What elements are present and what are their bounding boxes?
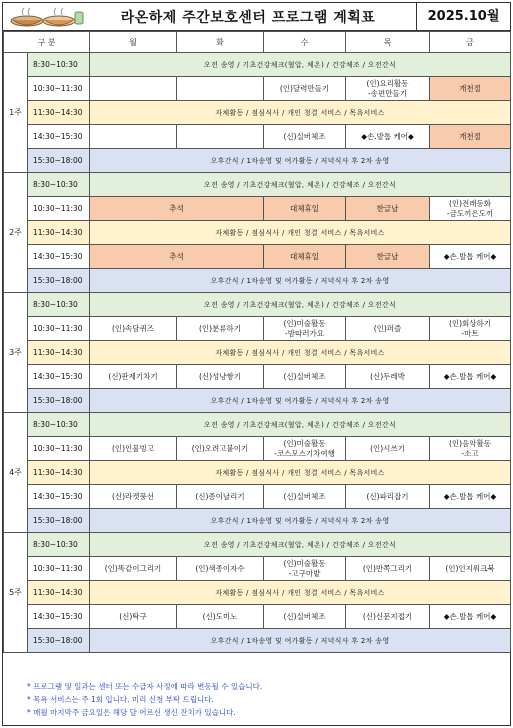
note-line: * 프로그램 및 일과는 센터 또는 수급자 사정에 따라 변동될 수 있습니다. (27, 682, 263, 691)
evening-routine: 오후간식 / 1차송영 및 여가활동 / 저녁식사 후 2차 송영 (90, 509, 511, 533)
table-row (4, 389, 511, 413)
time-slot: 8:30~10:30 (28, 533, 90, 557)
activity-cell: ◆손.발톱 케어◆ (346, 125, 430, 149)
table-header-row (4, 32, 511, 53)
table-row (4, 149, 511, 173)
time-slot: 14:30~15:30 (28, 485, 90, 509)
holiday-cell: 대체휴일 (264, 245, 346, 269)
activity-cell: (인)요리활동 -송편만들기 (346, 77, 430, 101)
table-row (4, 461, 511, 485)
morning-routine: 오전 송영 / 기초건강체크(혈압, 체온) / 건강체조 / 오전간식 (90, 293, 511, 317)
morning-routine: 오전 송영 / 기초건강체크(혈압, 체온) / 건강체조 / 오전간식 (90, 413, 511, 437)
table-row (4, 221, 511, 245)
activity-cell: ◆손.발톱 케어◆ (430, 485, 511, 509)
holiday-cell: 개천절 (430, 77, 511, 101)
activity-cell: (신)실버체조 (264, 125, 346, 149)
table-row (4, 269, 511, 293)
evening-routine: 오후간식 / 1차송영 및 여가활동 / 저녁식사 후 2차 송영 (90, 389, 511, 413)
time-slot: 14:30~15:30 (28, 245, 90, 269)
lunch-routine: 자체활동 / 점심식사 / 개인 청결 서비스 / 목욕서비스 (90, 581, 511, 605)
header-category: 구 분 (4, 32, 90, 53)
time-slot: 8:30~10:30 (28, 293, 90, 317)
time-slot: 14:30~15:30 (28, 605, 90, 629)
header-wed: 수 (264, 32, 346, 53)
activity-cell: (인)속담퀴즈 (90, 317, 177, 341)
morning-routine: 오전 송영 / 기초건강체크(혈압, 체온) / 건강체조 / 오전간식 (90, 533, 511, 557)
month-label: 2025.10월 (416, 3, 510, 31)
time-slot: 11:30~14:30 (28, 581, 90, 605)
activity-cell: (신)종이날리기 (177, 485, 264, 509)
activity-cell: (인)달력만들기 (264, 77, 346, 101)
activity-cell: (신)성냥쌓기 (177, 365, 264, 389)
table-row (4, 581, 511, 605)
table-row (4, 317, 511, 341)
time-slot: 15:30~18:00 (28, 389, 90, 413)
time-slot: 11:30~14:30 (28, 341, 90, 365)
activity-cell: (인)미술활동 -고구마밭 (264, 557, 346, 581)
activity-cell: (인)퍼즐 (346, 317, 430, 341)
lunch-routine: 자체활동 / 점심식사 / 개인 청결 서비스 / 목욕서비스 (90, 461, 511, 485)
table-row (4, 413, 511, 437)
time-slot: 10:30~11:30 (28, 197, 90, 221)
activity-cell: (신)실버체조 (264, 485, 346, 509)
activity-cell: (인)전래동화 -금도끼은도끼 (430, 197, 511, 221)
activity-cell: ◆손.발톱 케어◆ (430, 605, 511, 629)
time-slot: 10:30~11:30 (28, 77, 90, 101)
time-slot: 8:30~10:30 (28, 173, 90, 197)
activity-cell: (인)똑같이그리기 (90, 557, 177, 581)
week-label: 2주 (4, 173, 28, 293)
activity-cell: (인)음악활동 -소고 (430, 437, 511, 461)
steaming-bowls-icon (7, 6, 85, 28)
activity-cell: (신)탁구 (90, 605, 177, 629)
table-row (4, 125, 511, 149)
holiday-cell: 한글날 (346, 245, 430, 269)
table-row (4, 533, 511, 557)
activity-cell: (신)신문지접기 (346, 605, 430, 629)
evening-routine: 오후간식 / 1차송영 및 여가활동 / 저녁식사 후 2차 송영 (90, 269, 511, 293)
activity-cell (90, 77, 177, 101)
time-slot: 11:30~14:30 (28, 461, 90, 485)
time-slot: 15:30~18:00 (28, 509, 90, 533)
table-row (4, 77, 511, 101)
note-line: * 매월 마지막주 금요일은 해당 달 어르신 생신 잔치가 있습니다. (27, 708, 236, 717)
header-fri: 금 (430, 32, 511, 53)
time-slot: 8:30~10:30 (28, 53, 90, 77)
header-mon: 월 (90, 32, 177, 53)
week-label: 3주 (4, 293, 28, 413)
activity-cell (90, 125, 177, 149)
holiday-cell: 추석 (90, 245, 264, 269)
table-row (4, 53, 511, 77)
lunch-routine: 자체활동 / 점심식사 / 개인 청결 서비스 / 목욕서비스 (90, 101, 511, 125)
lunch-routine: 자체활동 / 점심식사 / 개인 청결 서비스 / 목욕서비스 (90, 341, 511, 365)
activity-cell: (인)인물빙고 (90, 437, 177, 461)
activity-cell: (인)시쓰기 (346, 437, 430, 461)
activity-cell: (인)색종이자수 (177, 557, 264, 581)
activity-cell: (신)도미노 (177, 605, 264, 629)
activity-cell: ◆손.발톱 케어◆ (430, 245, 511, 269)
morning-routine: 오전 송영 / 기초건강체크(혈압, 체온) / 건강체조 / 오전간식 (90, 53, 511, 77)
header (3, 3, 510, 31)
activity-cell: (신)라켓풍선 (90, 485, 177, 509)
schedule-page (2, 2, 511, 726)
activity-cell: (신)실버체조 (264, 605, 346, 629)
activity-cell (177, 77, 264, 101)
time-slot: 11:30~14:30 (28, 101, 90, 125)
holiday-cell: 개천절 (430, 125, 511, 149)
activity-cell: (신)실버체조 (264, 365, 346, 389)
table-row (4, 341, 511, 365)
table-row (4, 629, 511, 653)
program-table (3, 31, 511, 653)
time-slot: 15:30~18:00 (28, 149, 90, 173)
week-label: 1주 (4, 53, 28, 173)
activity-cell: (인)미술활동 -코스모스기차여행 (264, 437, 346, 461)
notes-section (3, 677, 510, 725)
holiday-cell: 한글날 (346, 197, 430, 221)
activity-cell: (인)반쪽그리기 (346, 557, 430, 581)
note-line: * 목욕 서비스는 주 1회 입니다. 미리 신청 부탁 드립니다. (27, 695, 214, 704)
time-slot: 10:30~11:30 (28, 437, 90, 461)
activity-cell: (인)미술활동 -밤따러가요 (264, 317, 346, 341)
time-slot: 10:30~11:30 (28, 317, 90, 341)
evening-routine: 오후간식 / 1차송영 및 여가활동 / 저녁식사 후 2차 송영 (90, 629, 511, 653)
activity-cell: (신)판제기차기 (90, 365, 177, 389)
activity-cell: ◆손.발톱 케어◆ (430, 365, 511, 389)
holiday-cell: 추석 (90, 197, 264, 221)
holiday-cell: 대체휴일 (264, 197, 346, 221)
week-label: 5주 (4, 533, 28, 653)
table-row (4, 245, 511, 269)
activity-cell: (신)두레박 (346, 365, 430, 389)
table-row (4, 557, 511, 581)
time-slot: 14:30~15:30 (28, 365, 90, 389)
table-row (4, 101, 511, 125)
time-slot: 11:30~14:30 (28, 221, 90, 245)
table-row (4, 485, 511, 509)
week-label: 4주 (4, 413, 28, 533)
header-thu: 목 (346, 32, 430, 53)
activity-cell: (신)파리잡기 (346, 485, 430, 509)
table-row (4, 437, 511, 461)
activity-cell: (인)오려고붙이기 (177, 437, 264, 461)
time-slot: 14:30~15:30 (28, 125, 90, 149)
activity-cell: (인)회상하기 -마트 (430, 317, 511, 341)
table-row (4, 365, 511, 389)
table-row (4, 197, 511, 221)
activity-cell: (인)인지워크북 (430, 557, 511, 581)
table-row (4, 509, 511, 533)
activity-cell (177, 125, 264, 149)
time-slot: 10:30~11:30 (28, 557, 90, 581)
time-slot: 15:30~18:00 (28, 269, 90, 293)
header-tue: 화 (177, 32, 264, 53)
lunch-routine: 자체활동 / 점심식사 / 개인 청결 서비스 / 목욕서비스 (90, 221, 511, 245)
table-row (4, 293, 511, 317)
table-row (4, 605, 511, 629)
activity-cell: (인)분류하기 (177, 317, 264, 341)
morning-routine: 오전 송영 / 기초건강체크(혈압, 체온) / 건강체조 / 오전간식 (90, 173, 511, 197)
time-slot: 8:30~10:30 (28, 413, 90, 437)
time-slot: 15:30~18:00 (28, 629, 90, 653)
page-title: 라온하제 주간보호센터 프로그램 계획표 (120, 10, 376, 26)
table-row (4, 173, 511, 197)
evening-routine: 오후간식 / 1차송영 및 여가활동 / 저녁식사 후 2차 송영 (90, 149, 511, 173)
